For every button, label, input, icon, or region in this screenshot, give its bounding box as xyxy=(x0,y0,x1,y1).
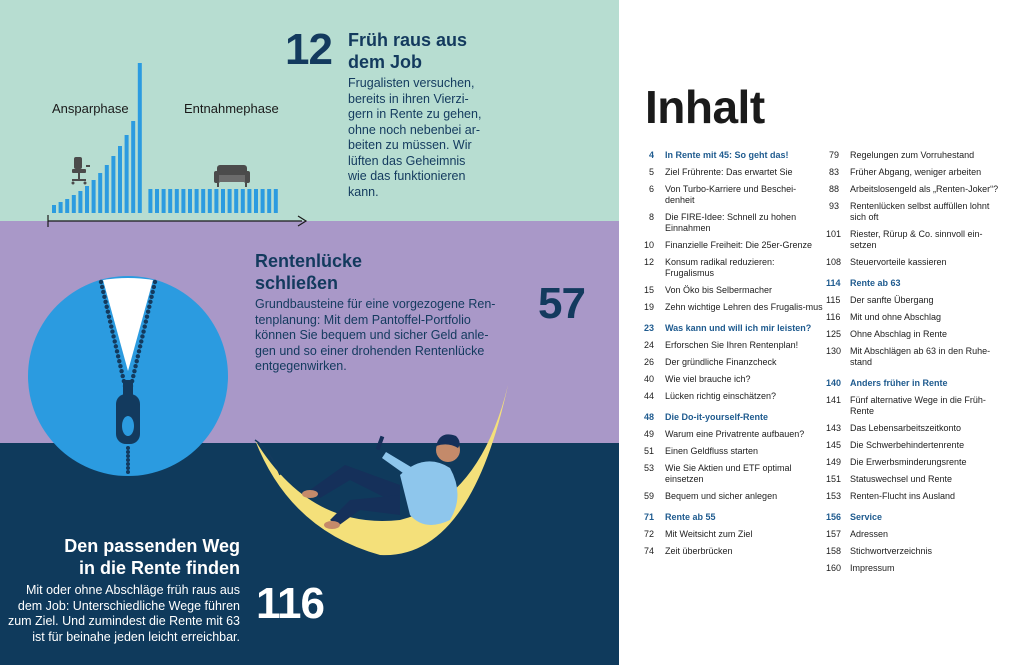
bottom-page-number: 116 xyxy=(256,579,324,628)
toc-entry-title: Rente ab 63 xyxy=(850,278,901,288)
toc-entry-title: Ohne Abschlag in Rente xyxy=(850,329,948,339)
toc-entry-title: Warum eine Privatrente aufbauen? xyxy=(665,429,805,439)
toc-entry xyxy=(641,357,823,368)
toc-page-number: 158 xyxy=(826,546,842,556)
top-body-line: Frugalisten versuchen, xyxy=(348,76,475,90)
zipper-tooth xyxy=(106,310,110,314)
zipper-tooth xyxy=(126,450,130,454)
toc-entry-title: Steuervorteile kassieren xyxy=(850,257,947,267)
toc-entry-title: Ziel Frührente: Das erwartet Sie xyxy=(665,167,793,177)
middle-body-line: können Sie bequem und sicher Geld anle- xyxy=(255,328,489,342)
zipper-tooth xyxy=(126,454,130,458)
toc-title: Inhalt xyxy=(645,81,765,133)
toc-entry xyxy=(641,257,823,279)
toc-section-entry xyxy=(826,378,1006,389)
zipper-tooth xyxy=(126,446,130,450)
zipper-tooth xyxy=(117,359,121,363)
entnahmephase-label: Entnahmephase xyxy=(184,101,279,116)
toc-entry-title: Wie Sie Aktien und ETF optimal einsetzen xyxy=(665,463,792,484)
toc-section-entry xyxy=(641,412,823,423)
zipper-tooth xyxy=(133,364,137,368)
zipper-tooth xyxy=(114,344,118,348)
zipper-tooth xyxy=(99,280,103,284)
zipper-tooth xyxy=(135,359,139,363)
toc-entry xyxy=(641,302,823,313)
toc-page-number: 40 xyxy=(643,374,654,384)
toc-page-number: 116 xyxy=(826,312,841,322)
toc-entry xyxy=(826,167,1006,178)
savings-bar xyxy=(131,121,135,213)
toc-page-number: 12 xyxy=(643,257,654,267)
toc-entry xyxy=(826,563,1006,574)
zipper-tooth xyxy=(153,280,157,284)
toc-entry-title: Früher Abgang, weniger arbeiten xyxy=(850,167,982,177)
withdrawal-bar xyxy=(234,189,238,213)
middle-body xyxy=(255,297,525,375)
zipper-tooth xyxy=(105,305,109,309)
sofa-icon xyxy=(214,165,250,187)
top-body-line: lüften das Geheimnis xyxy=(348,153,466,168)
toc-page-number: 157 xyxy=(826,529,842,539)
middle-heading-line1: Rentenlücke xyxy=(255,251,363,271)
bottom-body-line: zum Ziel. Und zumindest die Rente mit 63 xyxy=(7,614,240,628)
middle-body-line: gen und so einer drohenden Rentenlücke xyxy=(255,343,485,358)
zipper-tooth xyxy=(101,290,105,294)
top-body-line: kann. xyxy=(348,184,379,199)
toc-entry-title: Erforschen Sie Ihren Rentenplan! xyxy=(665,340,799,350)
toc-entry-title: Stichwortverzeichnis xyxy=(850,546,933,556)
toc-entry xyxy=(641,529,823,540)
toc-entry xyxy=(641,463,823,485)
toc-page-number: 23 xyxy=(643,323,654,333)
toc-entry xyxy=(826,440,1006,451)
toc-section-entry xyxy=(641,150,823,161)
toc-entry-title: Was kann und will ich mir leisten? xyxy=(665,323,812,333)
toc-page-number: 48 xyxy=(643,412,654,422)
toc-entry xyxy=(826,346,1006,368)
zipper-tooth xyxy=(126,462,130,466)
toc-entry xyxy=(826,150,1006,161)
ansparphase-label: Ansparphase xyxy=(52,101,129,116)
toc-entry xyxy=(641,446,823,457)
zipper-tooth xyxy=(141,329,145,333)
toc-entry-title: Fünf alternative Wege in die Früh-Rente xyxy=(850,395,986,416)
toc-entry-title: Regelungen zum Vorruhestand xyxy=(850,150,975,160)
withdrawal-bar xyxy=(195,189,199,213)
toc-page-number: 143 xyxy=(826,423,842,433)
savings-bar xyxy=(65,199,69,213)
zipper-tooth xyxy=(126,466,130,470)
phase-bar-chart xyxy=(40,55,320,230)
savings-bar xyxy=(59,202,63,213)
zipper-tooth xyxy=(118,364,122,368)
toc-entry xyxy=(641,212,823,234)
middle-body-line: tenplanung: Mit dem Pantoffel-Portfolio xyxy=(255,312,471,327)
zipper-tooth xyxy=(147,305,151,309)
toc-page-number: 72 xyxy=(643,529,654,539)
top-body xyxy=(348,76,518,200)
zipper-tooth xyxy=(143,324,147,328)
toc-page-number: 26 xyxy=(643,357,654,367)
zipper-tooth xyxy=(144,319,148,323)
toc-entry-title: Einen Geldfluss starten xyxy=(665,446,759,456)
savings-bar xyxy=(105,165,109,213)
toc-entry xyxy=(826,457,1006,468)
withdrawal-bar xyxy=(261,189,265,213)
toc-entry-title: Wie viel brauche ich? xyxy=(665,374,751,384)
toc-page-number: 115 xyxy=(826,295,841,305)
toc-page-number: 125 xyxy=(826,329,842,339)
zipper-tooth xyxy=(108,319,112,323)
toc-entry xyxy=(826,491,1006,502)
toc-page-number: 44 xyxy=(643,391,654,401)
zipper-tooth xyxy=(148,300,152,304)
withdrawal-bar xyxy=(214,189,218,213)
toc-entry-title: In Rente mit 45: So geht das! xyxy=(665,150,789,160)
bottom-heading-line2: in die Rente finden xyxy=(78,558,240,578)
toc-entry xyxy=(826,423,1006,434)
withdrawal-bar xyxy=(168,189,172,213)
zipper-tooth xyxy=(109,324,113,328)
toc-entry xyxy=(641,374,823,385)
savings-bar xyxy=(98,173,102,213)
middle-heading-line2: schließen xyxy=(255,273,339,293)
toc-column-2 xyxy=(826,150,1006,580)
toc-page-number: 59 xyxy=(643,491,654,501)
toc-entry-title: Die Erwerbsminderungsrente xyxy=(850,457,967,467)
withdrawal-bar xyxy=(228,189,232,213)
toc-entry-title: Statuswechsel und Rente xyxy=(850,474,953,484)
savings-bar xyxy=(138,63,142,213)
toc-page-number: 145 xyxy=(826,440,842,450)
toc-page-number: 71 xyxy=(643,512,654,522)
top-heading-line2: dem Job xyxy=(348,52,423,72)
zipper-tooth xyxy=(149,295,153,299)
withdrawal-bar xyxy=(201,189,205,213)
zipper-tooth xyxy=(119,369,123,373)
zipper-tooth xyxy=(107,314,111,318)
savings-bar xyxy=(111,156,115,213)
toc-page-number: 4 xyxy=(648,150,654,160)
withdrawal-bar xyxy=(267,189,271,213)
toc-page-number: 160 xyxy=(826,563,842,573)
toc-page-number: 156 xyxy=(826,512,842,522)
toc-page-number: 74 xyxy=(643,546,654,556)
bottom-heading-line1: Den passenden Weg xyxy=(64,536,240,556)
zipper-tooth xyxy=(115,349,119,353)
toc-entry xyxy=(641,240,823,251)
toc-entry-title: Zehn wichtige Lehren des Frugalis-mus xyxy=(665,302,823,312)
withdrawal-bar xyxy=(208,189,212,213)
toc-page-number: 10 xyxy=(643,240,654,250)
toc-section-entry xyxy=(826,278,1006,289)
zipper-tooth xyxy=(139,339,143,343)
zipper-tooth xyxy=(103,300,107,304)
toc-entry-title: Finanzielle Freiheit: Die 25er-Grenze xyxy=(665,240,813,250)
withdrawal-bar xyxy=(175,189,179,213)
withdrawal-bar xyxy=(241,189,245,213)
zipper-tooth xyxy=(145,314,149,318)
toc-entry xyxy=(826,329,1006,340)
top-body-line: beiten zu müssen. Wir xyxy=(348,138,472,152)
toc-entry-title: Die Do-it-yourself-Rente xyxy=(665,412,769,422)
middle-body-line: entgegenwirken. xyxy=(255,359,347,373)
zipper-tooth xyxy=(152,285,156,289)
toc-entry-title: Riester, Rürup & Co. sinnvoll ein-setzen xyxy=(850,229,983,250)
toc-entry-title: Rentenlücken selbst auffüllen lohnt sich oft xyxy=(850,201,990,222)
zipper-tooth xyxy=(110,329,114,333)
zipper-tooth xyxy=(136,354,140,358)
toc-page-number: 153 xyxy=(826,491,842,501)
withdrawal-bar xyxy=(247,189,251,213)
toc-entry xyxy=(641,546,823,557)
zipper-tooth xyxy=(116,354,120,358)
withdrawal-bar xyxy=(221,189,225,213)
bottom-heading xyxy=(62,535,240,579)
toc-entry-title: Die FIRE-Idee: Schnell zu hohen Einnahmen xyxy=(665,212,797,233)
top-page-number: 12 xyxy=(285,25,332,74)
toc-column-1 xyxy=(641,150,823,563)
savings-bar xyxy=(92,180,96,213)
top-body-line: wie das funktionieren xyxy=(348,169,466,183)
toc-entry xyxy=(641,184,823,206)
toc-page-number: 49 xyxy=(643,429,654,439)
toc-page-number: 130 xyxy=(826,346,842,356)
toc-entry-title: Die Schwerbehindertenrente xyxy=(850,440,965,450)
toc-page-number: 108 xyxy=(826,257,842,267)
toc-entry xyxy=(641,491,823,502)
toc-entry-title: Impressum xyxy=(850,563,895,573)
zipper-tooth xyxy=(138,344,142,348)
toc-section-entry xyxy=(641,323,823,334)
toc-page-number: 19 xyxy=(643,302,654,312)
middle-body-line: Grundbausteine für eine vorgezogene Ren- xyxy=(255,297,496,311)
zipper-tooth xyxy=(121,374,125,378)
top-body-line: gern in Rente zu gehen, xyxy=(348,107,482,121)
zipper-illustration xyxy=(28,276,228,476)
zipper-tooth xyxy=(140,334,144,338)
toc-section-entry xyxy=(641,512,823,523)
zipper-tooth xyxy=(126,458,130,462)
toc-entry-title: Anders früher in Rente xyxy=(850,378,948,388)
toc-page-number: 140 xyxy=(826,378,842,388)
zipper-tooth xyxy=(131,374,135,378)
toc-entry-title: Rente ab 55 xyxy=(665,512,716,522)
zipper-tooth xyxy=(113,339,117,343)
toc-entry xyxy=(826,295,1006,306)
zipper-tooth xyxy=(151,290,155,294)
toc-entry xyxy=(641,340,823,351)
toc-page-number: 5 xyxy=(648,167,654,177)
savings-bar xyxy=(125,135,129,213)
toc-entry xyxy=(826,474,1006,485)
toc-entry-title: Renten-Flucht ins Ausland xyxy=(850,491,956,501)
toc-entry-title: Das Lebensarbeitszeitkonto xyxy=(850,423,962,433)
moon-hammock-illustration xyxy=(250,380,520,565)
top-heading-line1: Früh raus aus xyxy=(348,30,468,50)
zipper-tooth xyxy=(102,295,106,299)
withdrawal-bar xyxy=(188,189,192,213)
toc-entry xyxy=(826,529,1006,540)
savings-bar xyxy=(78,191,82,213)
zipper-tooth xyxy=(137,349,141,353)
toc-page-number: 88 xyxy=(828,184,839,194)
toc-entry-title: Von Öko bis Selbermacher xyxy=(665,285,773,295)
toc-entry xyxy=(641,429,823,440)
toc-page-number: 6 xyxy=(648,184,654,194)
toc-entry-title: Arbeitslosengeld als „Renten-Joker“? xyxy=(850,184,999,194)
zipper-tooth xyxy=(146,310,150,314)
bars xyxy=(52,63,278,213)
zipper-tooth xyxy=(100,285,104,289)
toc-entry-title: Bequem und sicher anlegen xyxy=(665,491,778,501)
withdrawal-bar xyxy=(254,189,258,213)
toc-page-number: 93 xyxy=(828,201,839,211)
zipper-tooth xyxy=(126,470,130,474)
withdrawal-bar xyxy=(162,189,166,213)
office-chair-icon xyxy=(72,157,91,185)
toc-page-number: 149 xyxy=(826,457,842,467)
bottom-body-line: ist für beinahe jeden leicht erreichbar. xyxy=(32,629,240,644)
toc-entry-title: Konsum radikal reduzieren: Frugalismus xyxy=(665,257,775,278)
toc-entry-title: Service xyxy=(850,512,883,522)
savings-bar xyxy=(118,146,122,213)
toc-section-entry xyxy=(826,512,1006,523)
toc-entry xyxy=(826,201,1006,223)
withdrawal-bar xyxy=(274,189,278,213)
withdrawal-bar xyxy=(155,189,159,213)
right-page xyxy=(619,0,1020,665)
toc-entry-title: Mit und ohne Abschlag xyxy=(850,312,942,322)
toc-entry xyxy=(641,167,823,178)
toc-entry-title: Lücken richtig einschätzen? xyxy=(665,391,777,401)
toc-page-number: 15 xyxy=(643,285,654,295)
toc-entry xyxy=(641,285,823,296)
toc-page-number: 79 xyxy=(828,150,839,160)
bottom-body-line: dem Job: Unterschiedliche Wege führen xyxy=(17,598,240,613)
withdrawal-bar xyxy=(148,189,152,213)
toc-page-number: 151 xyxy=(826,474,842,484)
toc-page-number: 51 xyxy=(643,446,654,456)
toc-entry xyxy=(826,395,1006,417)
toc-page-number: 114 xyxy=(826,278,841,288)
bottom-body xyxy=(6,583,240,645)
toc-entry xyxy=(826,184,1006,195)
toc-entry-title: Der sanfte Übergang xyxy=(850,295,934,305)
toc-entry-title: Mit Weitsicht zum Ziel xyxy=(665,529,753,539)
top-body-line: bereits in ihren Vierzi- xyxy=(348,91,469,106)
toc-page-number: 24 xyxy=(643,340,654,350)
savings-bar xyxy=(72,195,76,213)
toc-entry xyxy=(826,312,1006,323)
toc-page-number: 53 xyxy=(643,463,654,473)
toc-page-number: 141 xyxy=(826,395,842,405)
bottom-body-line: Mit oder ohne Abschläge früh raus aus xyxy=(25,583,240,597)
toc-entry-title: Der gründliche Finanzcheck xyxy=(665,357,777,367)
savings-bar xyxy=(52,205,56,213)
toc-entry-title: Adressen xyxy=(850,529,889,539)
middle-heading xyxy=(255,250,362,294)
toc-page-number: 83 xyxy=(828,167,839,177)
withdrawal-bar xyxy=(181,189,185,213)
toc-entry xyxy=(641,391,823,402)
toc-page-number: 8 xyxy=(648,212,654,222)
middle-page-number: 57 xyxy=(538,279,585,328)
toc-entry-title: Mit Abschlägen ab 63 in den Ruhe-stand xyxy=(850,346,991,367)
toc-entry xyxy=(826,257,1006,268)
toc-page-number: 101 xyxy=(826,229,842,239)
toc-entry xyxy=(826,546,1006,557)
zipper-tooth xyxy=(132,369,136,373)
top-heading xyxy=(348,29,467,73)
top-body-line: ohne noch nebenbei ar- xyxy=(348,122,481,137)
toc-entry-title: Zeit überbrücken xyxy=(665,546,733,556)
toc-entry xyxy=(826,229,1006,251)
toc-entry-title: Von Turbo-Karriere und Beschei-denheit xyxy=(665,184,797,205)
zipper-tooth xyxy=(111,334,115,338)
savings-bar xyxy=(85,186,89,213)
